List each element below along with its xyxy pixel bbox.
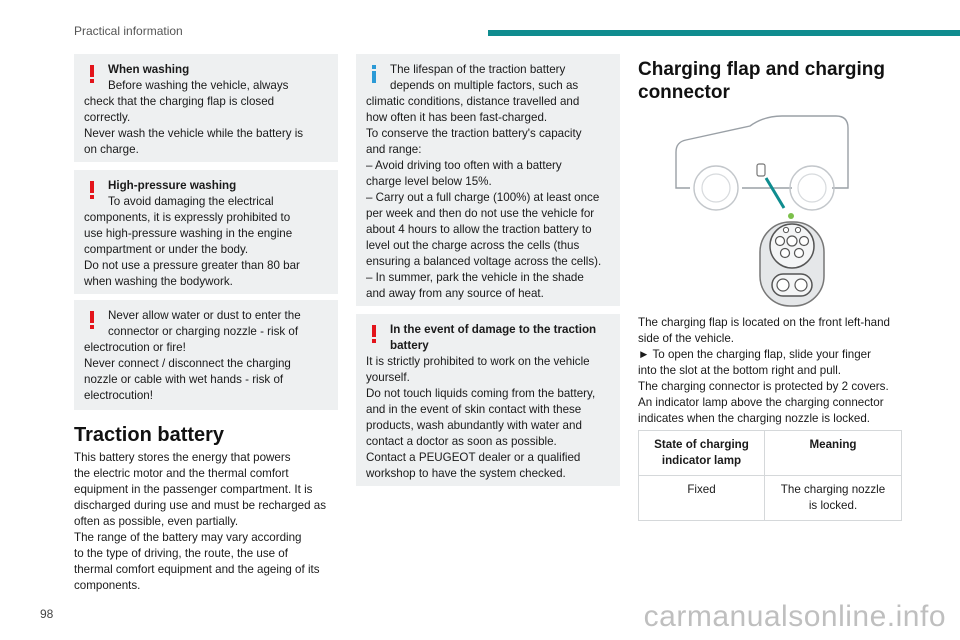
traction-battery-text: This battery stores the energy that powers the electric motor and the thermal comfort equipment in the passenger compartment. It is discharged during use and must be recharged as often as possible, even partially. The range of the battery may vary according to the type of driving, the route, the use of thermal comfort equipment and the ageing of its components. bbox=[74, 451, 326, 592]
charging-flap-title: Charging flap and charging connector bbox=[638, 59, 886, 103]
warning-box-damage bbox=[356, 314, 620, 486]
warning-box-high-pressure bbox=[74, 170, 338, 294]
watermark-text: carmanualsonline.info bbox=[643, 600, 946, 633]
box-title: In the event of damage to the traction battery bbox=[390, 323, 597, 352]
box-body: electrocution or fire! Never connect / disconnect the charging nozzle or cable with wet hands - risk of electrocution! bbox=[84, 341, 291, 402]
box-lead: The lifespan of the traction battery depends on multiple factors, such as bbox=[390, 63, 579, 92]
box-body: climatic conditions, distance travelled and how often it has been fast-charged. To conserve the traction battery's capacity and range: – Avoid driving too often with a battery charge level below 15%. – Carry out a full charge (100%) at least once per week and then do not use the vehicle for about 4 hours to allow the traction battery to level out the charge across the cells (thus ensuring a balanced voltage across the cells). – In summer, park the vehicle in the shade and away from any source of heat. bbox=[366, 95, 602, 300]
info-box-lifespan bbox=[356, 54, 620, 306]
page-number: 98 bbox=[40, 607, 54, 621]
table-header-meaning: Meaning bbox=[765, 431, 902, 476]
charging-connector-illustration bbox=[672, 112, 862, 308]
warning-icon bbox=[368, 324, 380, 344]
table-cell-meaning: The charging nozzle is locked. bbox=[765, 476, 902, 521]
warning-icon bbox=[86, 180, 98, 200]
table-cell-state: Fixed bbox=[639, 476, 765, 521]
info-icon bbox=[368, 64, 380, 84]
indicator-lamp-table bbox=[638, 430, 902, 521]
box-lead: Before washing the vehicle, always bbox=[108, 79, 289, 92]
charging-flap-text: The charging flap is located on the front left-hand side of the vehicle. ► To open the charging flap, slide your finger into the slot at the bottom right and pull. The charging connector is protected by 2 covers. An indicator lamp above the charging connector indicates when the charging nozzle is locked. bbox=[638, 316, 890, 425]
warning-icon bbox=[86, 64, 98, 84]
box-body: check that the charging flap is closed correctly. Never wash the vehicle while the battery is on charge. bbox=[84, 95, 304, 156]
warning-box-washing bbox=[74, 54, 338, 162]
header-label: Practical information bbox=[74, 24, 183, 38]
box-body: components, it is expressly prohibited to use high-pressure washing in the engine compartment or under the body. Do not use a pressure greater than 80 bar when washing the bodywork. bbox=[84, 211, 300, 288]
box-title: High-pressure washing bbox=[108, 179, 237, 192]
table-header-row bbox=[639, 431, 902, 476]
warning-box-water-dust bbox=[74, 300, 338, 410]
box-title: When washing bbox=[108, 63, 190, 76]
table-row bbox=[639, 476, 902, 521]
warning-icon bbox=[86, 310, 98, 330]
box-lead: Never allow water or dust to enter the connector or charging nozzle - risk of bbox=[108, 309, 301, 338]
traction-battery-title: Traction battery bbox=[74, 424, 225, 446]
header-accent-bar bbox=[488, 30, 960, 36]
box-body: It is strictly prohibited to work on the vehicle yourself. Do not touch liquids coming from the battery, and in the event of skin contact with these products, wash abundantly with water and contact a doctor as soon as possible. Contact a PEUGEOT dealer or a qualified workshop to have the system checked. bbox=[366, 355, 596, 480]
table-header-state: State of charging indicator lamp bbox=[639, 431, 765, 476]
box-lead: To avoid damaging the electrical bbox=[108, 195, 274, 208]
